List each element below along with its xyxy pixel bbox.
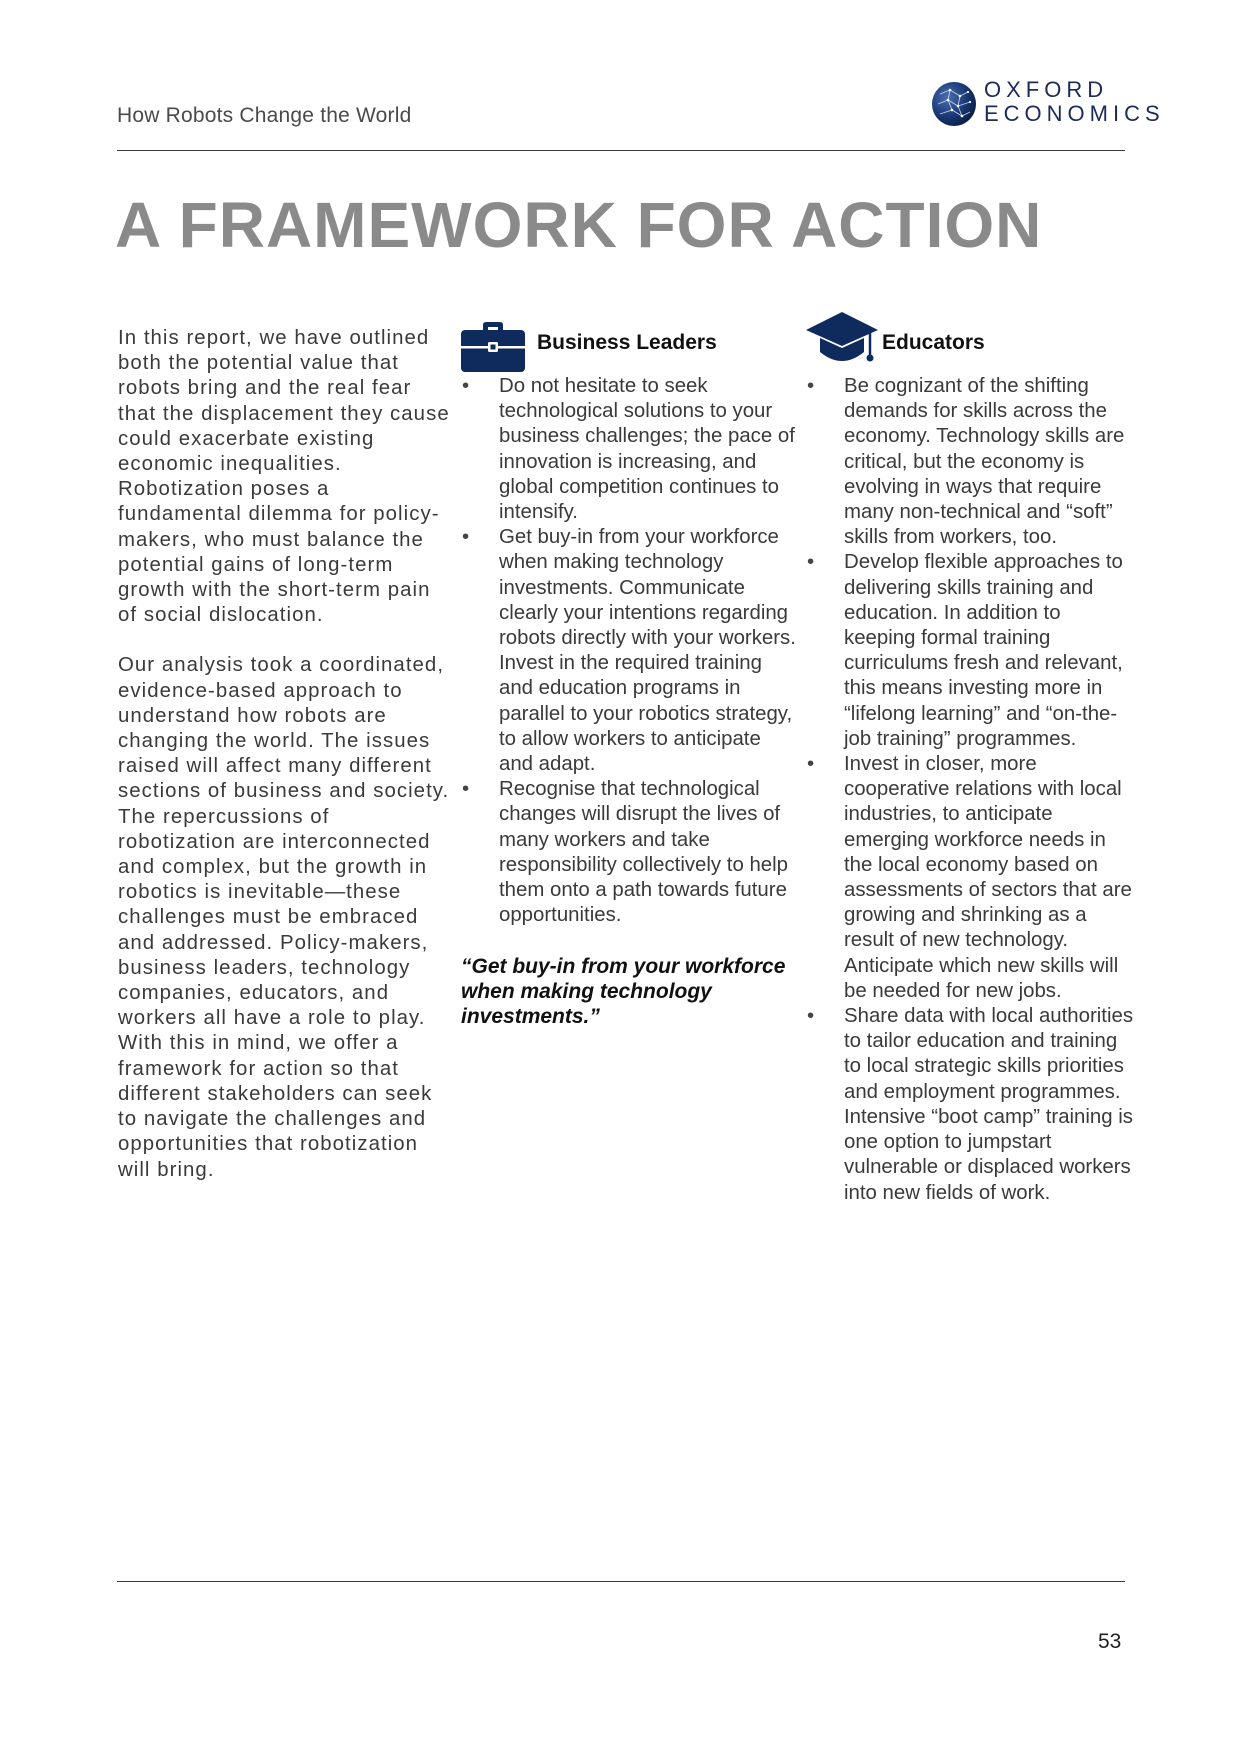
list-item: • Develop flexible approaches to delivering skills training and education. In addition to keeping formal training curriculums fresh and relevant, this means investing more in “lifelong learning” and “on-the-job training” programmes. <box>806 550 1136 752</box>
list-item: • Do not hesitate to seek technological solutions to your business challenges; the pace of innovation is increasing, and global competition continues to intensify. <box>461 374 796 525</box>
page-number: 53 <box>1098 1630 1122 1653</box>
briefcase-icon <box>461 322 525 372</box>
globe-icon <box>930 80 978 128</box>
list-item: • Get buy-in from your workforce when making technology investments. Communicate clearly your intentions regarding robots directly with your workers. Invest in the required training and education programs in parallel to your robotics strategy, to allow workers to anticipate and adapt. <box>461 525 796 777</box>
header-divider <box>117 150 1125 151</box>
educators-column <box>806 322 1136 1206</box>
list-item: • Share data with local authorities to tailor education and training to local strategic skills priorities and employment programmes. Intensive “boot camp” training is one option to jumpstart vulnerable or displaced workers into new fields of work. <box>806 1004 1136 1206</box>
educators-header <box>806 322 1136 370</box>
list-item: • Invest in closer, more cooperative relations with local industries, to anticipate emerging workforce needs in the local economy based on assessments of sectors that are growing and shrinking as a result of new technology. Anticipate which new skills will be needed for new jobs. <box>806 752 1136 1004</box>
oxford-economics-logo <box>930 77 1165 130</box>
logo-line-oxford: OXFORD <box>984 77 1109 102</box>
logo-text <box>984 77 1165 126</box>
educators-list <box>806 374 1136 1206</box>
page-title: A FRAMEWORK FOR ACTION <box>115 189 1043 261</box>
business-leaders-column <box>461 322 796 1029</box>
business-leaders-header <box>461 322 796 370</box>
footer-divider <box>117 1581 1125 1582</box>
business-leaders-list <box>461 374 796 928</box>
logo-line-economics: ECONOMICS <box>984 101 1165 126</box>
running-header: How Robots Change the World <box>117 104 412 127</box>
intro-column <box>118 326 450 1208</box>
intro-paragraph-2: Our analysis took a coordinated, evidence-based approach to understand how robots are changing the world. The issues raised will affect many different sections of business and society. The repercussions of robotization are interconnected and complex, but the growth in robotics is inevitable—these challenges must be embraced and addressed. Policy-makers, business leaders, technology companies, educators, and workers all have a role to play. With this in mind, we offer a framework for action so that different stakeholders can seek to navigate the challenges and opportunities that robotization will bring. <box>118 654 450 1181</box>
list-item: • Recognise that technological changes will disrupt the lives of many workers and take responsibility collectively to help them onto a path towards future opportunities. <box>461 777 796 928</box>
educators-title: Educators <box>882 331 985 354</box>
pull-quote: “Get buy-in from your workforce when making technology investments.” <box>461 955 786 1029</box>
graduation-cap-icon <box>806 312 878 370</box>
business-leaders-title: Business Leaders <box>537 331 717 354</box>
list-item: • Be cognizant of the shifting demands for skills across the economy. Technology skills are critical, but the economy is evolving in ways that require many non-technical and “soft” skills from workers, too. <box>806 374 1136 550</box>
intro-paragraph-1: In this report, we have outlined both the potential value that robots bring and the real fear that the displacement they cause could exacerbate existing economic inequalities. Robotization poses a fundamental dilemma for policy-makers, who must balance the potential gains of long-term growth with the short-term pain of social dislocation. <box>118 327 450 627</box>
